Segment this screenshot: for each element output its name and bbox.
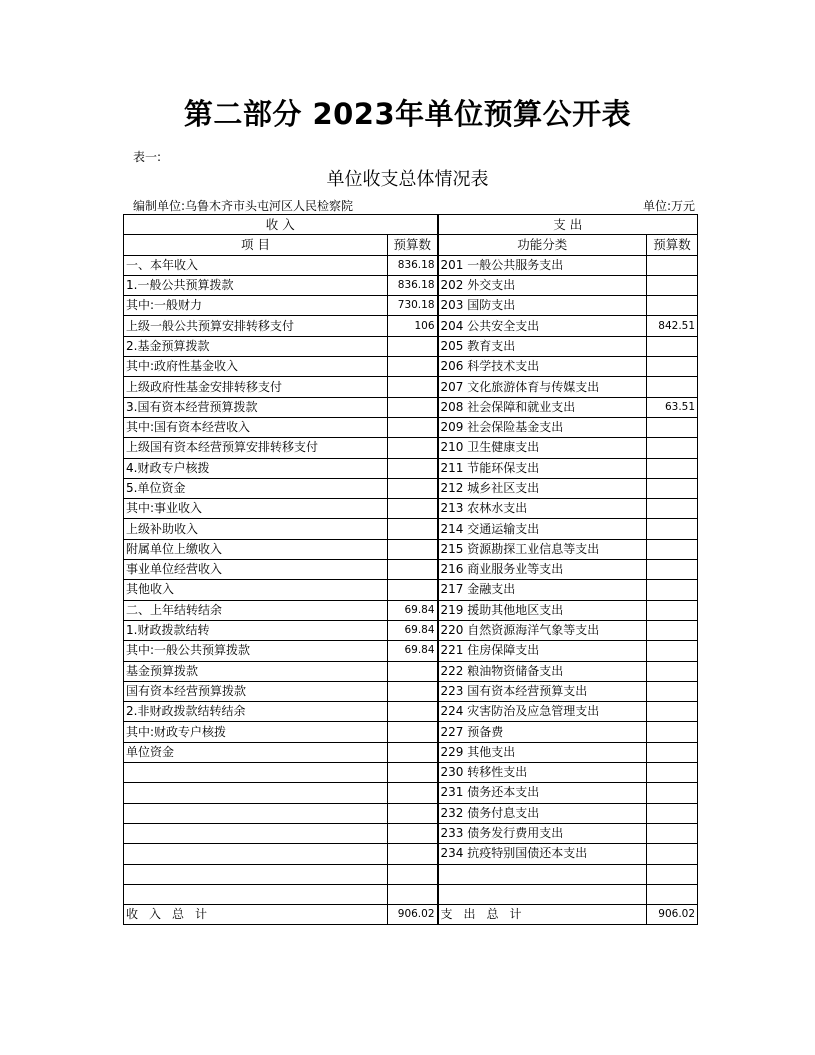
- income-item-cell: 单位资金: [124, 742, 388, 762]
- income-value-cell: [388, 336, 438, 356]
- expense-value-cell: [647, 600, 698, 620]
- expense-category-cell: 205 教育支出: [438, 336, 647, 356]
- expense-category-cell: 231 债务还本支出: [438, 783, 647, 803]
- expense-category-cell: 208 社会保障和就业支出: [438, 397, 647, 417]
- table-row: [124, 458, 698, 478]
- income-value-cell: [388, 499, 438, 519]
- table-row: [124, 438, 698, 458]
- income-value-cell: [388, 803, 438, 823]
- income-item-cell: 其中:政府性基金收入: [124, 357, 388, 377]
- expense-category-cell: 221 住房保障支出: [438, 641, 647, 661]
- expense-value-cell: 842.51: [647, 316, 698, 336]
- income-value-cell: 836.18: [388, 275, 438, 295]
- expense-category-cell: 212 城乡社区支出: [438, 478, 647, 498]
- expense-value-cell: [647, 864, 698, 884]
- income-item-cell: 其中:事业收入: [124, 499, 388, 519]
- income-item-cell: 1.财政拨款结转: [124, 620, 388, 640]
- category-header: 功能分类: [438, 235, 647, 255]
- expense-header: 支 出: [438, 215, 698, 235]
- table-row: [124, 722, 698, 742]
- income-value-cell: 69.84: [388, 620, 438, 640]
- table-row: [124, 499, 698, 519]
- expense-value-cell: [647, 844, 698, 864]
- expense-value-cell: [647, 580, 698, 600]
- income-value-cell: [388, 681, 438, 701]
- expense-value-cell: [647, 560, 698, 580]
- table-row: [124, 357, 698, 377]
- expense-value-cell: [647, 641, 698, 661]
- unit-of-measure: 单位:万元: [642, 199, 695, 213]
- income-value-cell: [388, 763, 438, 783]
- income-value-cell: [388, 580, 438, 600]
- income-value-cell: [388, 438, 438, 458]
- expense-value-cell: [647, 499, 698, 519]
- table-row: [124, 519, 698, 539]
- expense-value-cell: [647, 478, 698, 498]
- expense-value-cell: [647, 783, 698, 803]
- income-item-cell: [124, 884, 388, 904]
- table-row: [124, 823, 698, 843]
- income-item-cell: 二、上年结转结余: [124, 600, 388, 620]
- expense-category-cell: 206 科学技术支出: [438, 357, 647, 377]
- income-value-cell: [388, 458, 438, 478]
- table-row: [124, 884, 698, 904]
- table-row: [124, 864, 698, 884]
- budget-table: [123, 214, 698, 925]
- expense-category-cell: 227 预备费: [438, 722, 647, 742]
- income-item-cell: 上级补助收入: [124, 519, 388, 539]
- total-row: [124, 905, 698, 925]
- expense-value-cell: [647, 336, 698, 356]
- table-row: [124, 296, 698, 316]
- income-value-cell: [388, 702, 438, 722]
- expense-value-cell: [647, 357, 698, 377]
- income-value-cell: [388, 823, 438, 843]
- expense-category-cell: 223 国有资本经营预算支出: [438, 681, 647, 701]
- income-item-cell: 4.财政专户核拨: [124, 458, 388, 478]
- table-row: [124, 620, 698, 640]
- income-item-cell: 一、本年收入: [124, 255, 388, 275]
- income-total-label: 收入总计: [124, 905, 388, 925]
- table-row: [124, 681, 698, 701]
- income-item-cell: 上级政府性基金安排转移支付: [124, 377, 388, 397]
- income-value-cell: [388, 539, 438, 559]
- expense-category-cell: 211 节能环保支出: [438, 458, 647, 478]
- table-row: [124, 742, 698, 762]
- table-row: [124, 783, 698, 803]
- expense-value-cell: [647, 438, 698, 458]
- expense-value-cell: [647, 681, 698, 701]
- table-row: [124, 377, 698, 397]
- expense-category-cell: 214 交通运输支出: [438, 519, 647, 539]
- expense-category-cell: [438, 884, 647, 904]
- income-value-cell: [388, 864, 438, 884]
- table-row: [124, 641, 698, 661]
- expense-value-cell: [647, 763, 698, 783]
- income-value-cell: [388, 519, 438, 539]
- income-item-cell: 2.非财政拨款结转结余: [124, 702, 388, 722]
- income-item-cell: [124, 763, 388, 783]
- table-row: [124, 702, 698, 722]
- expense-category-cell: 201 一般公共服务支出: [438, 255, 647, 275]
- income-value-cell: [388, 377, 438, 397]
- table-row: [124, 336, 698, 356]
- income-item-cell: 1.一般公共预算拨款: [124, 275, 388, 295]
- expense-value-cell: [647, 742, 698, 762]
- income-item-cell: [124, 864, 388, 884]
- expense-category-cell: 230 转移性支出: [438, 763, 647, 783]
- expense-category-cell: 220 自然资源海洋气象等支出: [438, 620, 647, 640]
- income-value-cell: [388, 661, 438, 681]
- expense-value-cell: [647, 519, 698, 539]
- column-header-row: [124, 235, 698, 255]
- income-value-cell: [388, 844, 438, 864]
- expense-value-cell: [647, 275, 698, 295]
- table-row: [124, 397, 698, 417]
- expense-category-cell: 222 粮油物资储备支出: [438, 661, 647, 681]
- table-title: 单位收支总体情况表: [326, 169, 489, 190]
- expense-value-cell: [647, 722, 698, 742]
- income-value-cell: 106: [388, 316, 438, 336]
- income-value-cell: 69.84: [388, 600, 438, 620]
- expense-category-cell: 232 债务付息支出: [438, 803, 647, 823]
- expense-category-cell: 207 文化旅游体育与传媒支出: [438, 377, 647, 397]
- income-value-cell: [388, 783, 438, 803]
- expense-category-cell: 209 社会保险基金支出: [438, 417, 647, 437]
- table-row: [124, 803, 698, 823]
- income-value-cell: [388, 884, 438, 904]
- expense-category-cell: 224 灾害防治及应急管理支出: [438, 702, 647, 722]
- expense-category-cell: [438, 864, 647, 884]
- income-total-value: 906.02: [388, 905, 438, 925]
- income-value-cell: [388, 357, 438, 377]
- group-header-row: [124, 215, 698, 235]
- expense-category-cell: 233 债务发行费用支出: [438, 823, 647, 843]
- table-row: [124, 600, 698, 620]
- income-item-cell: 3.国有资本经营预算拨款: [124, 397, 388, 417]
- income-value-cell: 730.18: [388, 296, 438, 316]
- item-header: 项 目: [124, 235, 388, 255]
- expense-category-cell: 229 其他支出: [438, 742, 647, 762]
- expense-category-cell: 234 抗疫特别国债还本支出: [438, 844, 647, 864]
- table-row: [124, 560, 698, 580]
- income-header: 收 入: [124, 215, 438, 235]
- expense-value-cell: [647, 823, 698, 843]
- expense-value-cell: [647, 702, 698, 722]
- table-row: [124, 580, 698, 600]
- income-item-cell: 上级一般公共预算安排转移支付: [124, 316, 388, 336]
- income-item-cell: [124, 823, 388, 843]
- table-row: [124, 844, 698, 864]
- income-item-cell: 附属单位上缴收入: [124, 539, 388, 559]
- income-item-cell: 上级国有资本经营预算安排转移支付: [124, 438, 388, 458]
- expense-value-cell: [647, 458, 698, 478]
- expense-total-value: 906.02: [647, 905, 698, 925]
- income-value-cell: [388, 478, 438, 498]
- expense-total-label: 支出总计: [438, 905, 647, 925]
- expense-value-cell: [647, 417, 698, 437]
- expense-value-cell: 63.51: [647, 397, 698, 417]
- expense-value-cell: [647, 661, 698, 681]
- table-number: 表一:: [133, 150, 162, 164]
- income-value-cell: [388, 722, 438, 742]
- income-item-cell: 2.基金预算拨款: [124, 336, 388, 356]
- income-item-cell: 国有资本经营预算拨款: [124, 681, 388, 701]
- budget-header: 预算数: [388, 235, 438, 255]
- income-item-cell: 基金预算拨款: [124, 661, 388, 681]
- income-item-cell: 其中:财政专户核拨: [124, 722, 388, 742]
- compiling-unit: 编制单位:乌鲁木齐市头屯河区人民检察院: [133, 199, 354, 213]
- expense-value-cell: [647, 803, 698, 823]
- income-value-cell: [388, 417, 438, 437]
- income-value-cell: [388, 742, 438, 762]
- expense-category-cell: 215 资源勘探工业信息等支出: [438, 539, 647, 559]
- expense-value-cell: [647, 539, 698, 559]
- expense-value-cell: [647, 296, 698, 316]
- table-row: [124, 763, 698, 783]
- income-item-cell: 5.单位资金: [124, 478, 388, 498]
- table-row: [124, 255, 698, 275]
- income-item-cell: 其中:一般财力: [124, 296, 388, 316]
- income-item-cell: 其他收入: [124, 580, 388, 600]
- expense-category-cell: 204 公共安全支出: [438, 316, 647, 336]
- income-item-cell: [124, 783, 388, 803]
- income-item-cell: 其中:国有资本经营收入: [124, 417, 388, 437]
- table-row: [124, 316, 698, 336]
- expense-category-cell: 216 商业服务业等支出: [438, 560, 647, 580]
- income-value-cell: 69.84: [388, 641, 438, 661]
- expense-category-cell: 203 国防支出: [438, 296, 647, 316]
- page-title: 第二部分 2023年单位预算公开表: [183, 97, 632, 131]
- table-row: [124, 661, 698, 681]
- expense-category-cell: 219 援助其他地区支出: [438, 600, 647, 620]
- income-value-cell: [388, 397, 438, 417]
- expense-value-cell: [647, 884, 698, 904]
- expense-category-cell: 202 外交支出: [438, 275, 647, 295]
- table-row: [124, 539, 698, 559]
- table-row: [124, 478, 698, 498]
- table-row: [124, 275, 698, 295]
- budget2-header: 预算数: [647, 235, 698, 255]
- income-value-cell: 836.18: [388, 255, 438, 275]
- expense-value-cell: [647, 255, 698, 275]
- income-item-cell: 其中:一般公共预算拨款: [124, 641, 388, 661]
- income-value-cell: [388, 560, 438, 580]
- expense-category-cell: 213 农林水支出: [438, 499, 647, 519]
- table-row: [124, 417, 698, 437]
- expense-category-cell: 217 金融支出: [438, 580, 647, 600]
- income-item-cell: 事业单位经营收入: [124, 560, 388, 580]
- income-item-cell: [124, 803, 388, 823]
- expense-category-cell: 210 卫生健康支出: [438, 438, 647, 458]
- expense-value-cell: [647, 377, 698, 397]
- income-item-cell: [124, 844, 388, 864]
- expense-value-cell: [647, 620, 698, 640]
